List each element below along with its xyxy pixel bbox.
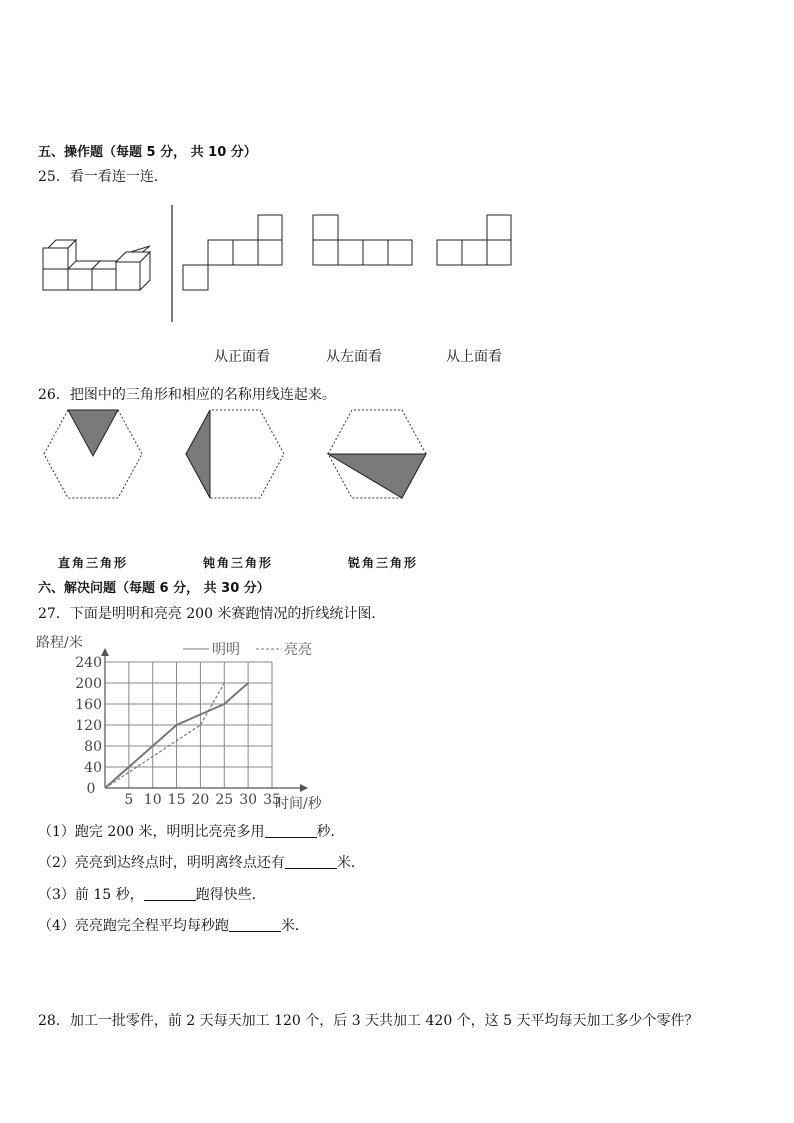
y-tick-label: 200 [75, 676, 102, 692]
q25-figures [30, 200, 530, 330]
q26-hexagons [40, 406, 440, 500]
sub-question-1-post: 秒． [316, 824, 345, 840]
legend-label-liangliang: 亮亮 [284, 642, 312, 658]
question-27-text: 27．下面是明明和亮亮 200 米赛跑情况的折线统计图． [38, 606, 386, 622]
sub-question-3 [38, 884, 266, 904]
x-tick-label: 0 [86, 781, 96, 797]
y-tick-label: 160 [75, 697, 102, 713]
question-25-text: 25．看一看连一连． [38, 169, 168, 185]
view-grid-1 [183, 215, 282, 290]
sub-question-1-pre: （1）跑完 200 米，明明比亮亮多用 [38, 824, 265, 840]
section-six-heading: 六、解决问题（每题 6 分， 共 30 分） [38, 581, 270, 596]
answer-blank-4[interactable] [229, 917, 281, 932]
x-tick-label: 25 [215, 792, 234, 808]
triangle-name-acute: 锐角三角形 [348, 556, 419, 570]
view-label-front: 从正面看 [214, 349, 270, 365]
x-axis-arrow [300, 784, 308, 792]
sub-question-3-pre: （3）前 15 秒， [38, 887, 144, 903]
answer-blank-2[interactable] [285, 854, 337, 869]
hexagon-1 [44, 410, 142, 498]
x-tick-label: 15 [167, 792, 186, 808]
y-axis-arrow [101, 648, 109, 656]
x-tick-label: 30 [239, 792, 258, 808]
question-28-text: 28．加工一批零件，前 2 天每天加工 120 个，后 3 天共加工 420 个，这 5 天平均每天加工多少个零件？ [38, 1013, 699, 1029]
answer-blank-1[interactable] [265, 823, 317, 838]
answer-blank-3[interactable] [144, 886, 196, 901]
view-label-top: 从上面看 [446, 349, 502, 365]
line-chart [30, 630, 350, 816]
triangle-name-right: 直角三角形 [58, 556, 129, 570]
x-tick-label: 10 [143, 792, 162, 808]
legend-label-mingming: 明明 [212, 642, 240, 658]
sub-question-2 [38, 852, 365, 872]
question-26-text: 26．把图中的三角形和相应的名称用线连起来。 [38, 387, 336, 403]
x-tick-label: 5 [124, 792, 134, 808]
y-tick-label: 80 [84, 739, 102, 755]
y-tick-label: 120 [75, 718, 102, 734]
x-tick-label: 35 [263, 792, 281, 808]
y-tick-label: 240 [75, 655, 102, 671]
chart-ylabel: 路程/米 [36, 635, 83, 651]
chart-xlabel: 时间/秒 [275, 796, 322, 812]
view-grid-2 [313, 215, 412, 265]
triangle-name-obtuse: 钝角三角形 [203, 556, 274, 570]
sub-question-3-post: 跑得快些． [195, 887, 266, 903]
hexagon-2 [186, 410, 284, 498]
hexagon-3 [328, 410, 426, 498]
sub-question-4 [38, 915, 309, 935]
section-five-heading: 五、操作题（每题 5 分， 共 10 分） [38, 145, 257, 160]
y-tick-label: 40 [84, 760, 102, 776]
view-label-left: 从左面看 [326, 349, 382, 365]
sub-question-4-pre: （4）亮亮跑完全程平均每秒跑 [38, 918, 229, 934]
chart-legend [183, 642, 312, 658]
view-grid-3 [437, 215, 511, 265]
sub-question-4-post: 米． [280, 918, 309, 934]
sub-question-2-post: 米． [336, 855, 365, 871]
sub-question-2-pre: （2）亮亮到达终点时，明明离终点还有 [38, 855, 285, 871]
sub-question-1 [38, 821, 345, 841]
cube-solid [43, 240, 150, 290]
x-tick-label: 20 [191, 792, 210, 808]
